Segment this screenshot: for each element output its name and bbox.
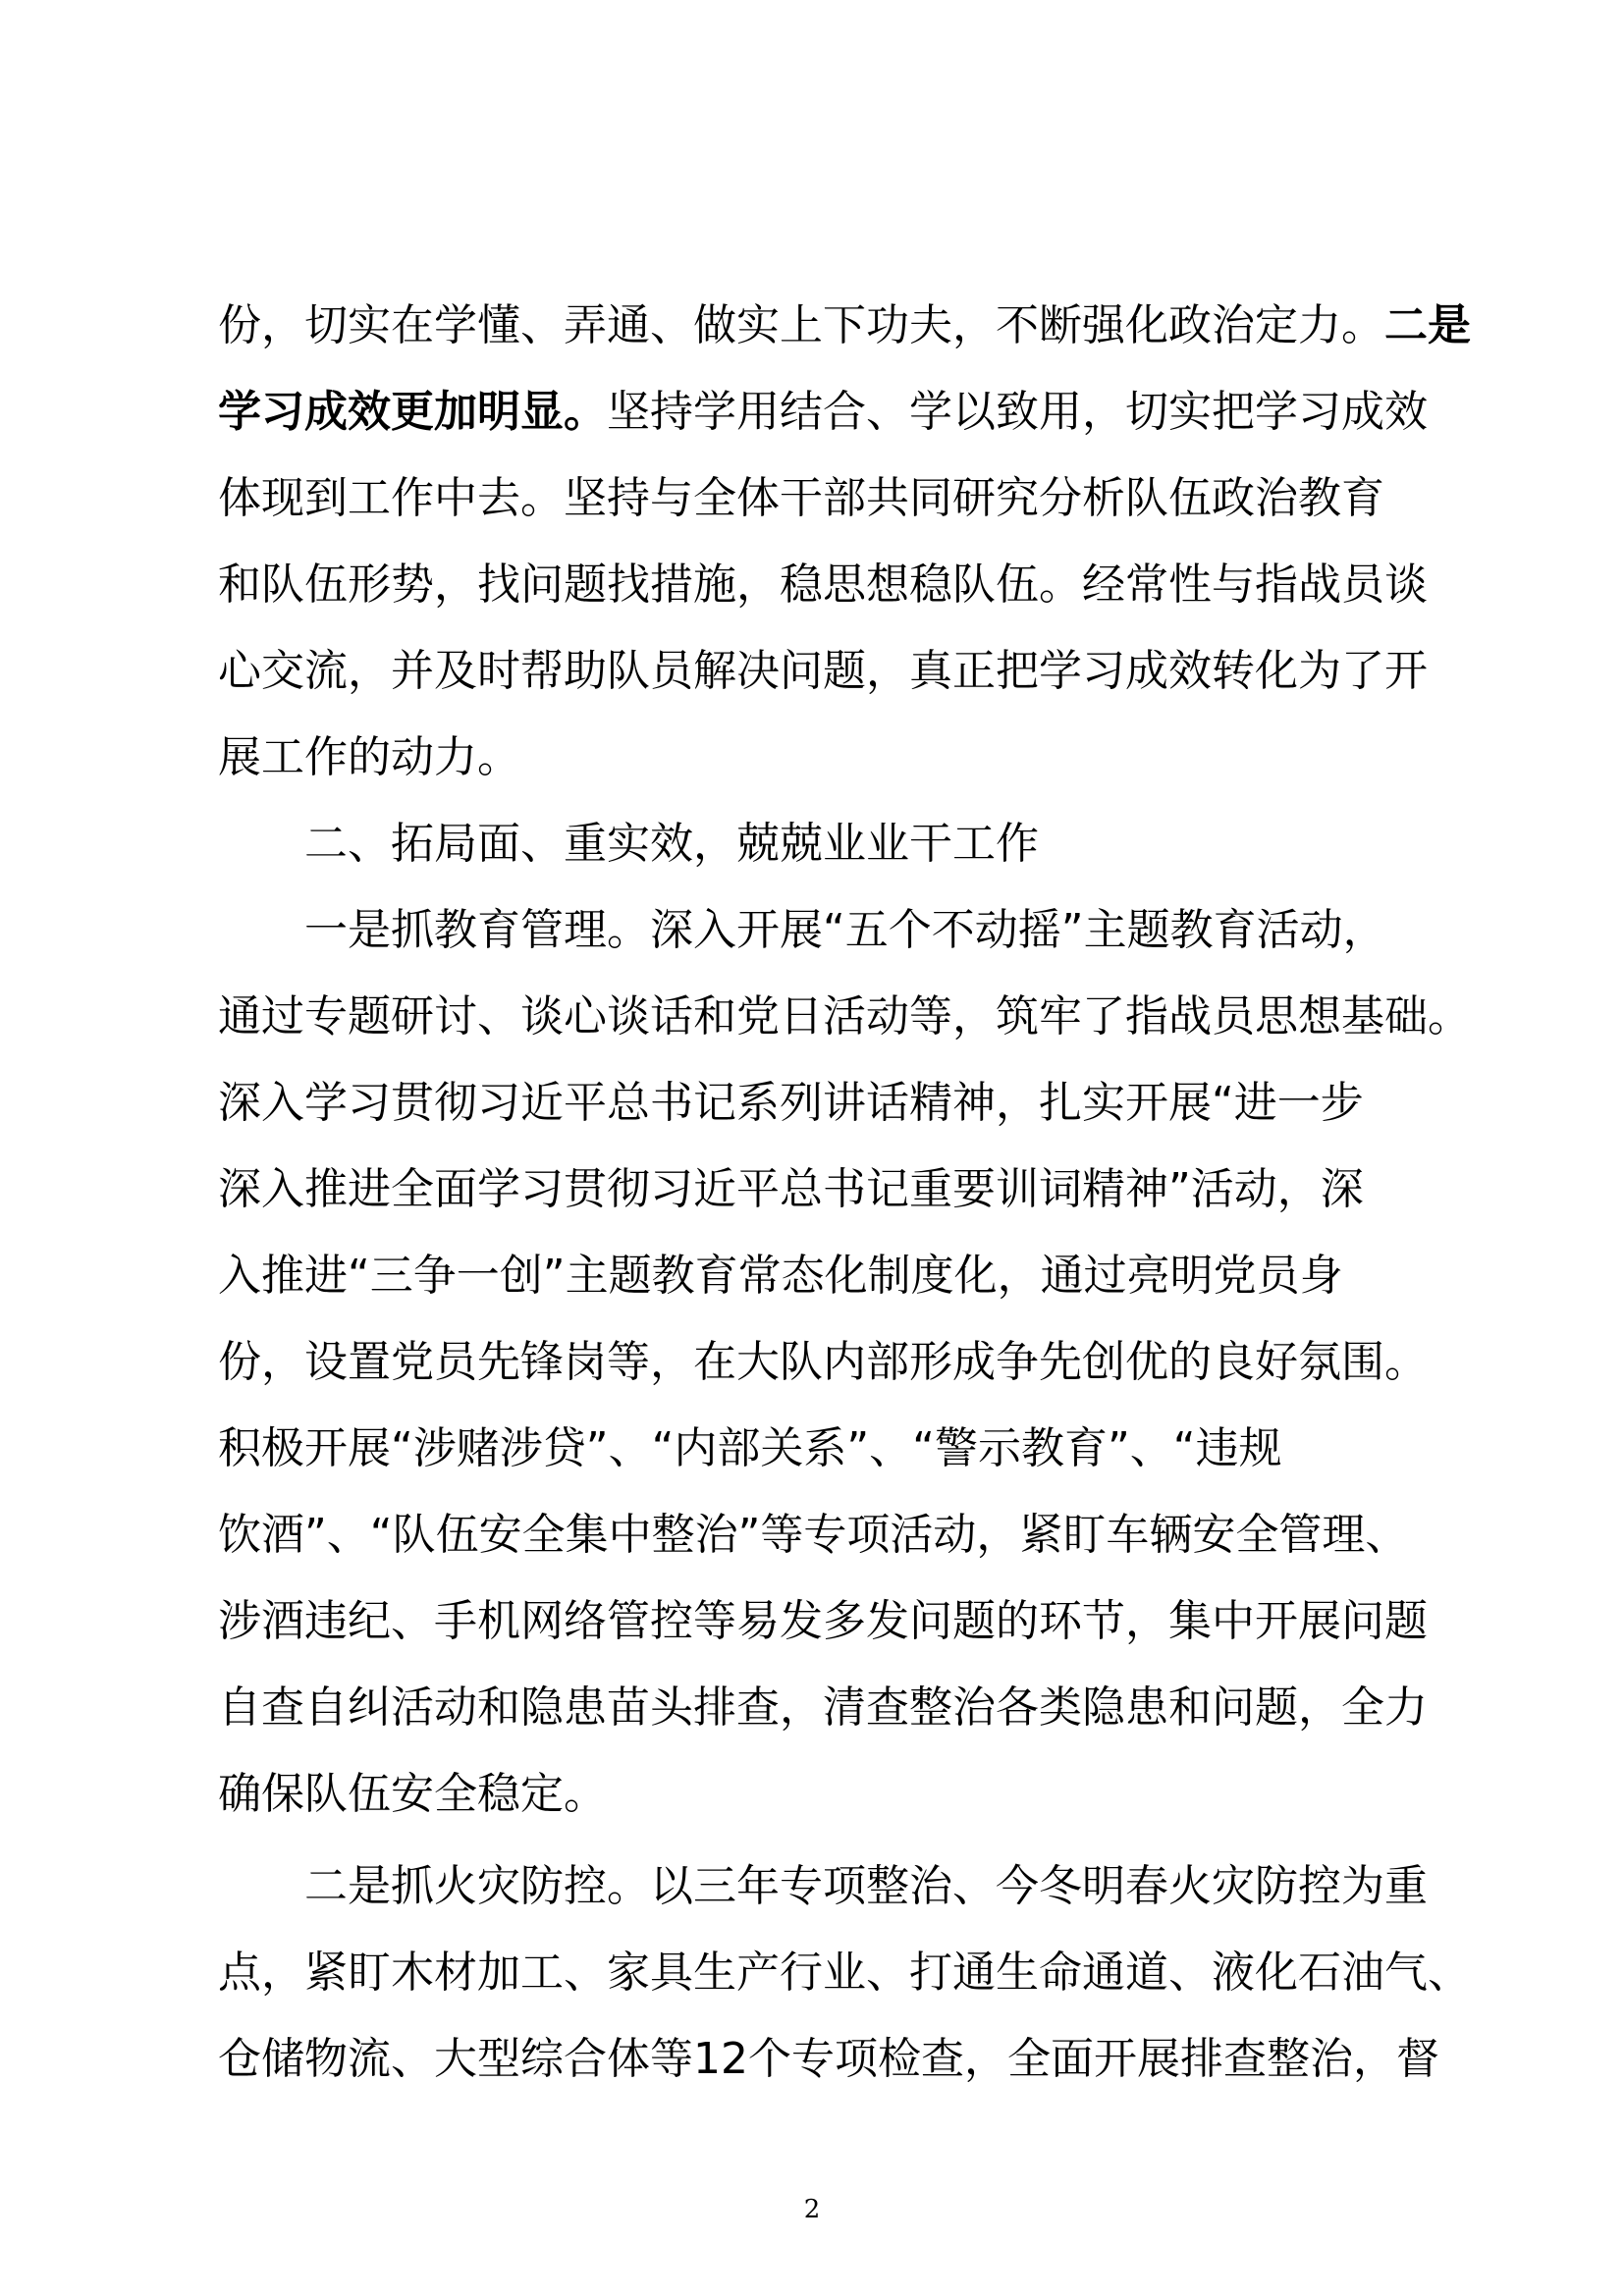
text-line	[218, 1665, 1428, 1751]
text-line	[218, 715, 1421, 801]
text-line	[218, 974, 1471, 1060]
text-line	[218, 628, 1428, 715]
text-line	[218, 1930, 1471, 2016]
text-run: 体现到工作中去。坚持与全体干部共同研究分析队伍政治教育	[218, 473, 1384, 523]
text-line	[218, 1492, 1421, 1578]
bold-text-run: 学习成效更加明显。	[218, 387, 607, 437]
text-line	[218, 2016, 1439, 2103]
text-run: 饮酒”、“队伍安全集中整治”等专项活动，紧盯车辆安全管理、	[218, 1510, 1409, 1560]
text-line	[218, 542, 1428, 628]
text-run: 一是抓教育管理。深入开展“五个不动摇”主题教育活动，	[304, 905, 1386, 955]
text-run: 和队伍形势，找问题找措施，稳思想稳队伍。经常性与指战员谈	[218, 560, 1428, 610]
text-line	[218, 1406, 1421, 1492]
text-run: 自查自纠活动和隐患苗头排查，清查整治各类隐患和问题，全力	[218, 1682, 1428, 1733]
text-line	[218, 1843, 1428, 1930]
text-run: 点，紧盯木材加工、家具生产行业、打通生命通道、液化石油气、	[218, 1948, 1471, 1998]
text-run: 积极开展“涉赌涉贷”、“内部关系”、“警示教育”、“违规	[218, 1423, 1282, 1473]
text-run: 心交流，并及时帮助队员解决问题，真正把学习成效转化为了开	[218, 646, 1428, 696]
text-line	[218, 455, 1421, 542]
bold-text-run: 二是	[1384, 300, 1471, 350]
text-line	[218, 1751, 1421, 1838]
text-run: 深入学习贯彻习近平总书记系列讲话精神，扎实开展“进一步	[218, 1078, 1364, 1128]
text-line	[218, 801, 1421, 887]
page-number: 2	[803, 2195, 821, 2224]
text-run: 仓储物流、大型综合体等12个专项检查，全面开展排查整治，督	[218, 2034, 1439, 2084]
text-run: 涉酒违纪、手机网络管控等易发多发问题的环节，集中开展问题	[218, 1596, 1428, 1646]
text-line	[218, 369, 1428, 455]
text-run: 份，设置党员先锋岗等，在大队内部形成争先创优的良好氛围。	[218, 1337, 1428, 1387]
text-run: 坚持学用结合、学以致用，切实把学习成效	[607, 387, 1428, 437]
text-run: 份，切实在学懂、弄通、做实上下功夫，不断强化政治定力。	[218, 300, 1384, 350]
text-run: 入推进“三争一创”主题教育常态化制度化，通过亮明党员身	[218, 1251, 1343, 1301]
text-line	[218, 887, 1421, 974]
text-run: 通过专题研讨、谈心谈话和党日活动等，筑牢了指战员思想基础。	[218, 991, 1471, 1041]
text-run: 二、拓局面、重实效，兢兢业业干工作	[304, 819, 1039, 869]
text-run: 确保队伍安全稳定。	[218, 1769, 607, 1819]
text-line	[218, 283, 1471, 369]
body-text	[218, 283, 1471, 2103]
text-line	[218, 1578, 1428, 1665]
text-run: 二是抓火灾防控。以三年专项整治、今冬明春火灾防控为重	[304, 1861, 1428, 1911]
text-run: 展工作的动力。	[218, 732, 520, 782]
text-run: 深入推进全面学习贯彻习近平总书记重要训词精神”活动，深	[218, 1164, 1364, 1214]
text-line	[218, 1060, 1421, 1147]
text-line	[218, 1233, 1421, 1319]
text-line	[218, 1319, 1428, 1406]
text-line	[218, 1147, 1421, 1233]
